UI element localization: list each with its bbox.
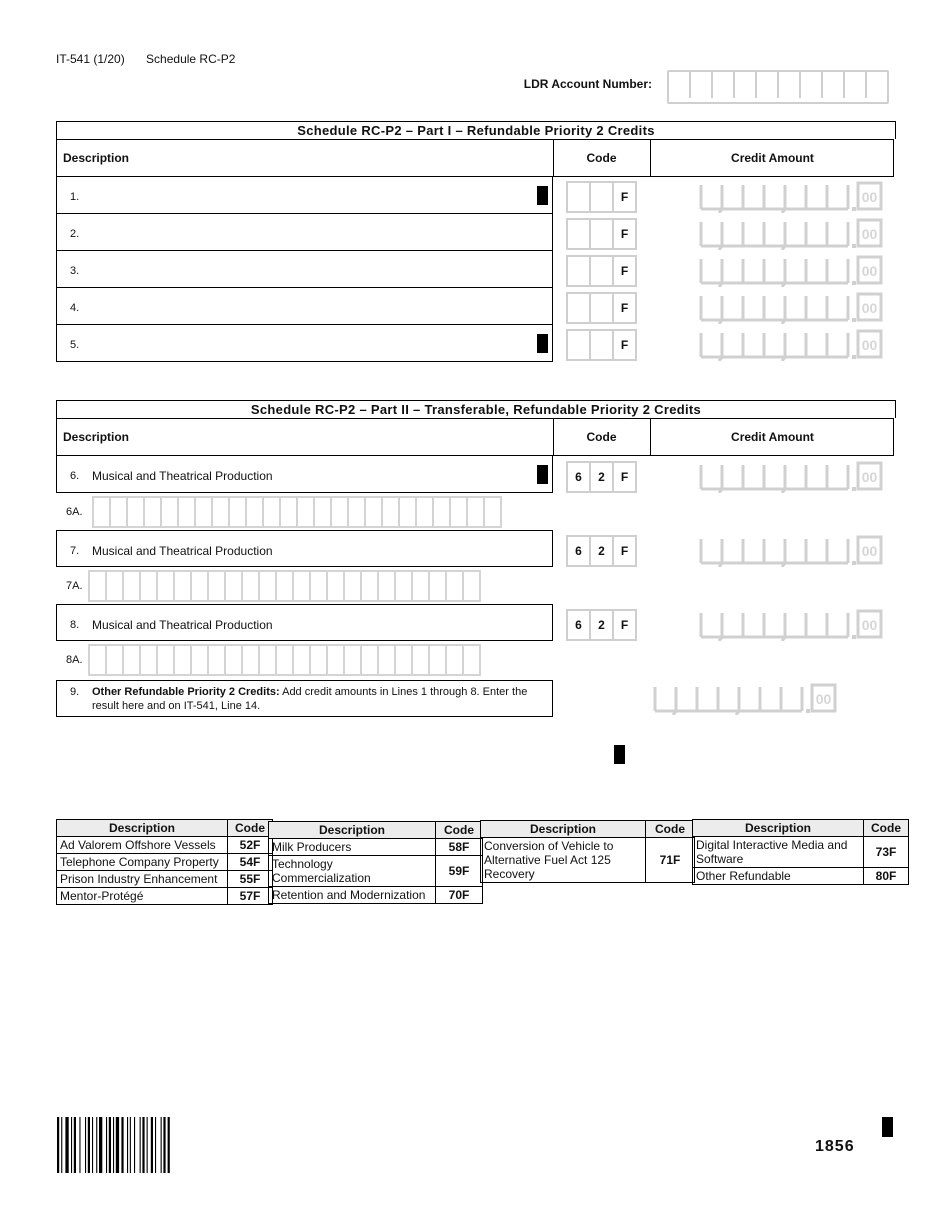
credit-amount-input[interactable]: [699, 607, 893, 641]
line-description: Musical and Theatrical Production: [92, 618, 273, 632]
table-row: [57, 871, 273, 888]
table-header: Code: [646, 821, 695, 838]
scan-marker: [537, 186, 548, 205]
credit-amount-input[interactable]: [699, 216, 893, 250]
cents-placeholder: 00: [861, 617, 878, 633]
line9-instructions: Add credit amounts in Lines 1 through 8. Enter the result here and on IT-541, Line 14.: [92, 686, 528, 712]
line-number: 1.: [70, 191, 80, 203]
code-char: F: [620, 227, 629, 241]
code-input[interactable]: [566, 292, 637, 324]
table-row: [693, 868, 909, 885]
form-number: 1856: [815, 1138, 855, 1155]
credit-code: 73F: [864, 837, 909, 868]
cents-placeholder: 00: [861, 337, 878, 353]
code-char: [591, 183, 614, 211]
schedule-name: Schedule RC-P2: [146, 52, 236, 66]
part1-line-4[interactable]: [56, 288, 553, 325]
cents-placeholder: 00: [815, 691, 832, 707]
code-char: [568, 183, 591, 211]
code-char: [591, 331, 614, 359]
line-number: 9.: [70, 686, 80, 698]
code-char: 2: [591, 537, 614, 565]
table-row: [57, 888, 273, 905]
credit-amount-input[interactable]: [699, 327, 893, 361]
credit-amount-input[interactable]: [699, 533, 893, 567]
code-input[interactable]: [566, 255, 637, 287]
code-input[interactable]: [566, 218, 637, 250]
code-input[interactable]: [566, 181, 637, 213]
part2-column-header: [56, 418, 894, 456]
cents-placeholder: 00: [861, 263, 878, 279]
code-input[interactable]: [566, 461, 637, 493]
form-header: [56, 52, 253, 66]
credit-code-table: [692, 819, 909, 885]
line-number: 3.: [70, 265, 80, 277]
code-char: [591, 220, 614, 248]
table-row: [481, 838, 695, 883]
line-number: 7.: [70, 545, 80, 557]
table-header: Description: [693, 820, 864, 837]
credit-code: 54F: [228, 854, 273, 871]
credit-code-table: [268, 821, 483, 904]
credit-description: Telephone Company Property: [57, 854, 228, 871]
scan-marker: [614, 745, 625, 764]
part2-line-7[interactable]: [56, 530, 553, 567]
table-header: Code: [228, 820, 273, 837]
code-char: 2: [591, 611, 614, 639]
part1-line-3[interactable]: [56, 251, 553, 288]
barcode: [57, 1117, 205, 1173]
col-code: Code: [586, 151, 617, 165]
account-number-input[interactable]: [667, 70, 889, 104]
cents-placeholder: 00: [861, 543, 878, 559]
scan-marker: [537, 465, 548, 484]
credit-description: Ad Valorem Offshore Vessels: [57, 837, 228, 854]
line-number: 6A.: [66, 506, 83, 518]
line-description: Musical and Theatrical Production: [92, 544, 273, 558]
code-char: [591, 257, 614, 285]
credit-code: 58F: [436, 839, 483, 856]
credit-code-table: [480, 820, 695, 883]
code-char: [568, 220, 591, 248]
table-header: Description: [269, 822, 436, 839]
cents-placeholder: 00: [861, 469, 878, 485]
col-credit-amount: Credit Amount: [731, 430, 814, 444]
credit-amount-input[interactable]: [699, 179, 893, 213]
line-number: 5.: [70, 339, 80, 351]
code-char: [591, 294, 614, 322]
credit-code: 70F: [436, 887, 483, 904]
credit-code: 55F: [228, 871, 273, 888]
table-row: [693, 837, 909, 868]
line-number: 8A.: [66, 654, 83, 666]
line9-title: Other Refundable Priority 2 Credits:: [92, 686, 280, 698]
code-char: 6: [568, 463, 591, 491]
credit-description: Retention and Modernization: [269, 887, 436, 904]
table-row: [269, 839, 483, 856]
line-number: 2.: [70, 228, 80, 240]
credit-description: Milk Producers: [269, 839, 436, 856]
code-input[interactable]: [566, 609, 637, 641]
credit-code-table: [56, 819, 273, 905]
part2-line-8[interactable]: [56, 604, 553, 641]
code-input[interactable]: [566, 329, 637, 361]
credit-description: Conversion of Vehicle to Alternative Fuel Act 125 Recovery: [481, 838, 646, 883]
credit-description: Prison Industry Enhancement: [57, 871, 228, 888]
line-number: 8.: [70, 619, 80, 631]
table-header: Description: [481, 821, 646, 838]
total-credit-amount-input[interactable]: [653, 681, 893, 715]
credit-amount-input[interactable]: [699, 253, 893, 287]
account-number-label: LDR Account Number:: [523, 77, 652, 91]
table-header: Code: [864, 820, 909, 837]
table-row: [57, 854, 273, 871]
part2-line-6a: [56, 493, 553, 529]
credit-amount-input[interactable]: [699, 459, 893, 493]
credit-code: 59F: [436, 856, 483, 887]
credit-amount-input[interactable]: [699, 290, 893, 324]
credit-description: Technology Commercialization: [269, 856, 436, 887]
code-char: 2: [591, 463, 614, 491]
cents-placeholder: 00: [861, 300, 878, 316]
scan-marker: [882, 1117, 893, 1137]
code-char: [568, 294, 591, 322]
line-9-total: [56, 680, 553, 717]
code-char: F: [620, 470, 629, 484]
code-char: F: [620, 301, 629, 315]
code-char: F: [620, 190, 629, 204]
code-char: F: [620, 544, 629, 558]
part1-column-header: [56, 139, 894, 177]
col-description: Description: [63, 430, 130, 444]
part1-title: Schedule RC-P2 – Part I – Refundable Priority 2 Credits: [56, 121, 896, 139]
code-char: [568, 331, 591, 359]
col-description: Description: [63, 151, 130, 165]
cents-placeholder: 00: [861, 226, 878, 242]
credit-description: Mentor-Protégé: [57, 888, 228, 905]
line-number: 4.: [70, 302, 80, 314]
cents-placeholder: 00: [861, 189, 878, 205]
line-description: Musical and Theatrical Production: [92, 469, 273, 483]
credit-description: Other Refundable: [693, 868, 864, 885]
table-header: Code: [436, 822, 483, 839]
credit-code: 57F: [228, 888, 273, 905]
col-code: Code: [586, 430, 617, 444]
part2-title: Schedule RC-P2 – Part II – Transferable, Refundable Priority 2 Credits: [56, 400, 896, 418]
code-char: F: [620, 618, 629, 632]
table-header: Description: [57, 820, 228, 837]
part1-line-2[interactable]: [56, 214, 553, 251]
credit-description: Digital Interactive Media and Software: [693, 837, 864, 868]
line-number: 7A.: [66, 580, 83, 592]
credit-code: 71F: [646, 838, 695, 883]
part2-line-8a: [56, 641, 553, 677]
certification-number-input[interactable]: [88, 644, 481, 676]
form-id: IT-541 (1/20): [56, 52, 125, 66]
col-credit-amount: Credit Amount: [731, 151, 814, 165]
code-char: F: [620, 338, 629, 352]
code-char: 6: [568, 611, 591, 639]
scan-marker: [537, 334, 548, 353]
table-row: [57, 837, 273, 854]
table-row: [269, 887, 483, 904]
code-char: F: [620, 264, 629, 278]
credit-code: 80F: [864, 868, 909, 885]
certification-number-input[interactable]: [88, 570, 481, 602]
part1-line-1[interactable]: [56, 177, 553, 214]
part2-line-7a: [56, 567, 553, 603]
certification-number-input[interactable]: [92, 496, 502, 528]
code-char: [568, 257, 591, 285]
credit-code: 52F: [228, 837, 273, 854]
code-char: 6: [568, 537, 591, 565]
line-number: 6.: [70, 470, 80, 482]
table-row: [269, 856, 483, 887]
code-input[interactable]: [566, 535, 637, 567]
part1-line-5[interactable]: [56, 325, 553, 362]
part2-line-6[interactable]: [56, 456, 553, 493]
